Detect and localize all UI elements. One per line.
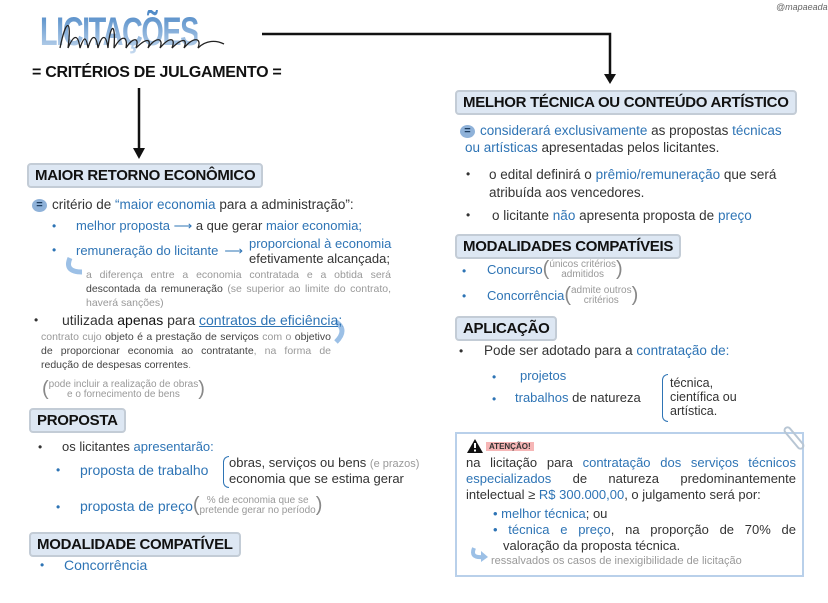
melhor-proposta-line: melhor proposta ⟶ a que gerar maior economia; [76, 218, 363, 233]
atencao-item: • melhor técnica; ou [493, 506, 608, 521]
arrow-right-icon: ⟶ [224, 243, 243, 258]
heading-modalidades-compativeis: MODALIDADES COMPATÍVEIS [455, 234, 681, 259]
atencao-box [455, 432, 804, 577]
equals-icon: = [32, 199, 47, 212]
curved-arrow-icon [469, 546, 489, 562]
proposta-preco-line: proposta de preço ( % de economia que se pretende gerar no período ) [80, 494, 323, 516]
credit-text: @mapaeada [776, 2, 828, 12]
edital-line: o edital definirá o prêmio/remuneração que será atribuída aos vencedores. [489, 167, 777, 200]
remuneracao-note: a diferença entre a economia contratada e a obtida será descontada da remuneração (se superior ao limite do contrato, haverá sanções) [86, 269, 391, 309]
modalidade-concorrencia: Concorrência [64, 557, 148, 573]
atencao-note: ressalvados os casos de inexigibilidade de licitação [491, 555, 742, 567]
criterio-line: = critério de “maior economia para a administração”: [32, 197, 354, 212]
equals-icon: = [460, 125, 475, 138]
modalidade-concorrencia-right: Concorrência ( admite outros critérios ) [487, 284, 639, 306]
aplicacao-trabalhos: trabalhos de natureza [515, 390, 641, 405]
atencao-badge: ATENÇÃO! [486, 442, 534, 451]
heading-melhor-tecnica: MELHOR TÉCNICA OU CONTEÚDO ARTÍSTICO [455, 90, 797, 115]
modalidade-concurso: Concurso ( únicos critérios admitidos ) [487, 258, 623, 280]
heading-maior-retorno: MAIOR RETORNO ECONÔMICO [27, 163, 263, 188]
atencao-text: na licitação para contratação dos serviços técnicos especializados de natureza predominantemente intelectual ≥ R$ 300.000,00, o julgamento será por: [466, 455, 796, 502]
contratos-eficiencia-link: contratos de eficiência; [199, 312, 343, 328]
heading-modalidade-compativel: MODALIDADE COMPATÍVEL [29, 532, 241, 557]
brace-icon [662, 374, 668, 422]
pode-line: Pode ser adotado para a contratação de: [484, 343, 730, 358]
utilizada-line: utilizada apenas para contratos de eficiência; [62, 312, 343, 328]
page-subtitle: = CRITÉRIOS DE JULGAMENTO = [32, 64, 282, 81]
warning-icon [466, 438, 484, 454]
contrato-note: contrato cujo objeto é a prestação de serviços com o objetivo de proporcionar economia ao contratante, na forma de redução de despesas correntes. [41, 331, 332, 371]
heading-proposta: PROPOSTA [29, 408, 126, 433]
page-title: LICITAÇÕES [40, 10, 198, 54]
remuneracao-line: remuneração do licitante ⟶ proporcional à economia efetivamente alcançada; [76, 236, 392, 266]
considerara-line: = considerará exclusivamente as propostas técnicas [460, 123, 782, 138]
aplicacao-projetos: projetos [520, 368, 567, 383]
proposta-trabalho: proposta de trabalho [80, 462, 209, 478]
arrow-right-icon: ⟶ [169, 218, 196, 233]
atencao-item: • técnica e preço, na proporção de 70% de valoração da proposta técnica. [493, 522, 796, 553]
licitante-line: o licitante não apresenta proposta de preço [492, 208, 752, 223]
licitantes-line: os licitantes apresentarão: [62, 439, 214, 454]
heading-aplicacao: APLICAÇÃO [455, 316, 557, 341]
obras-paren-note: ( pode incluir a realização de obras e o fornecimento de bens ) [42, 378, 205, 400]
